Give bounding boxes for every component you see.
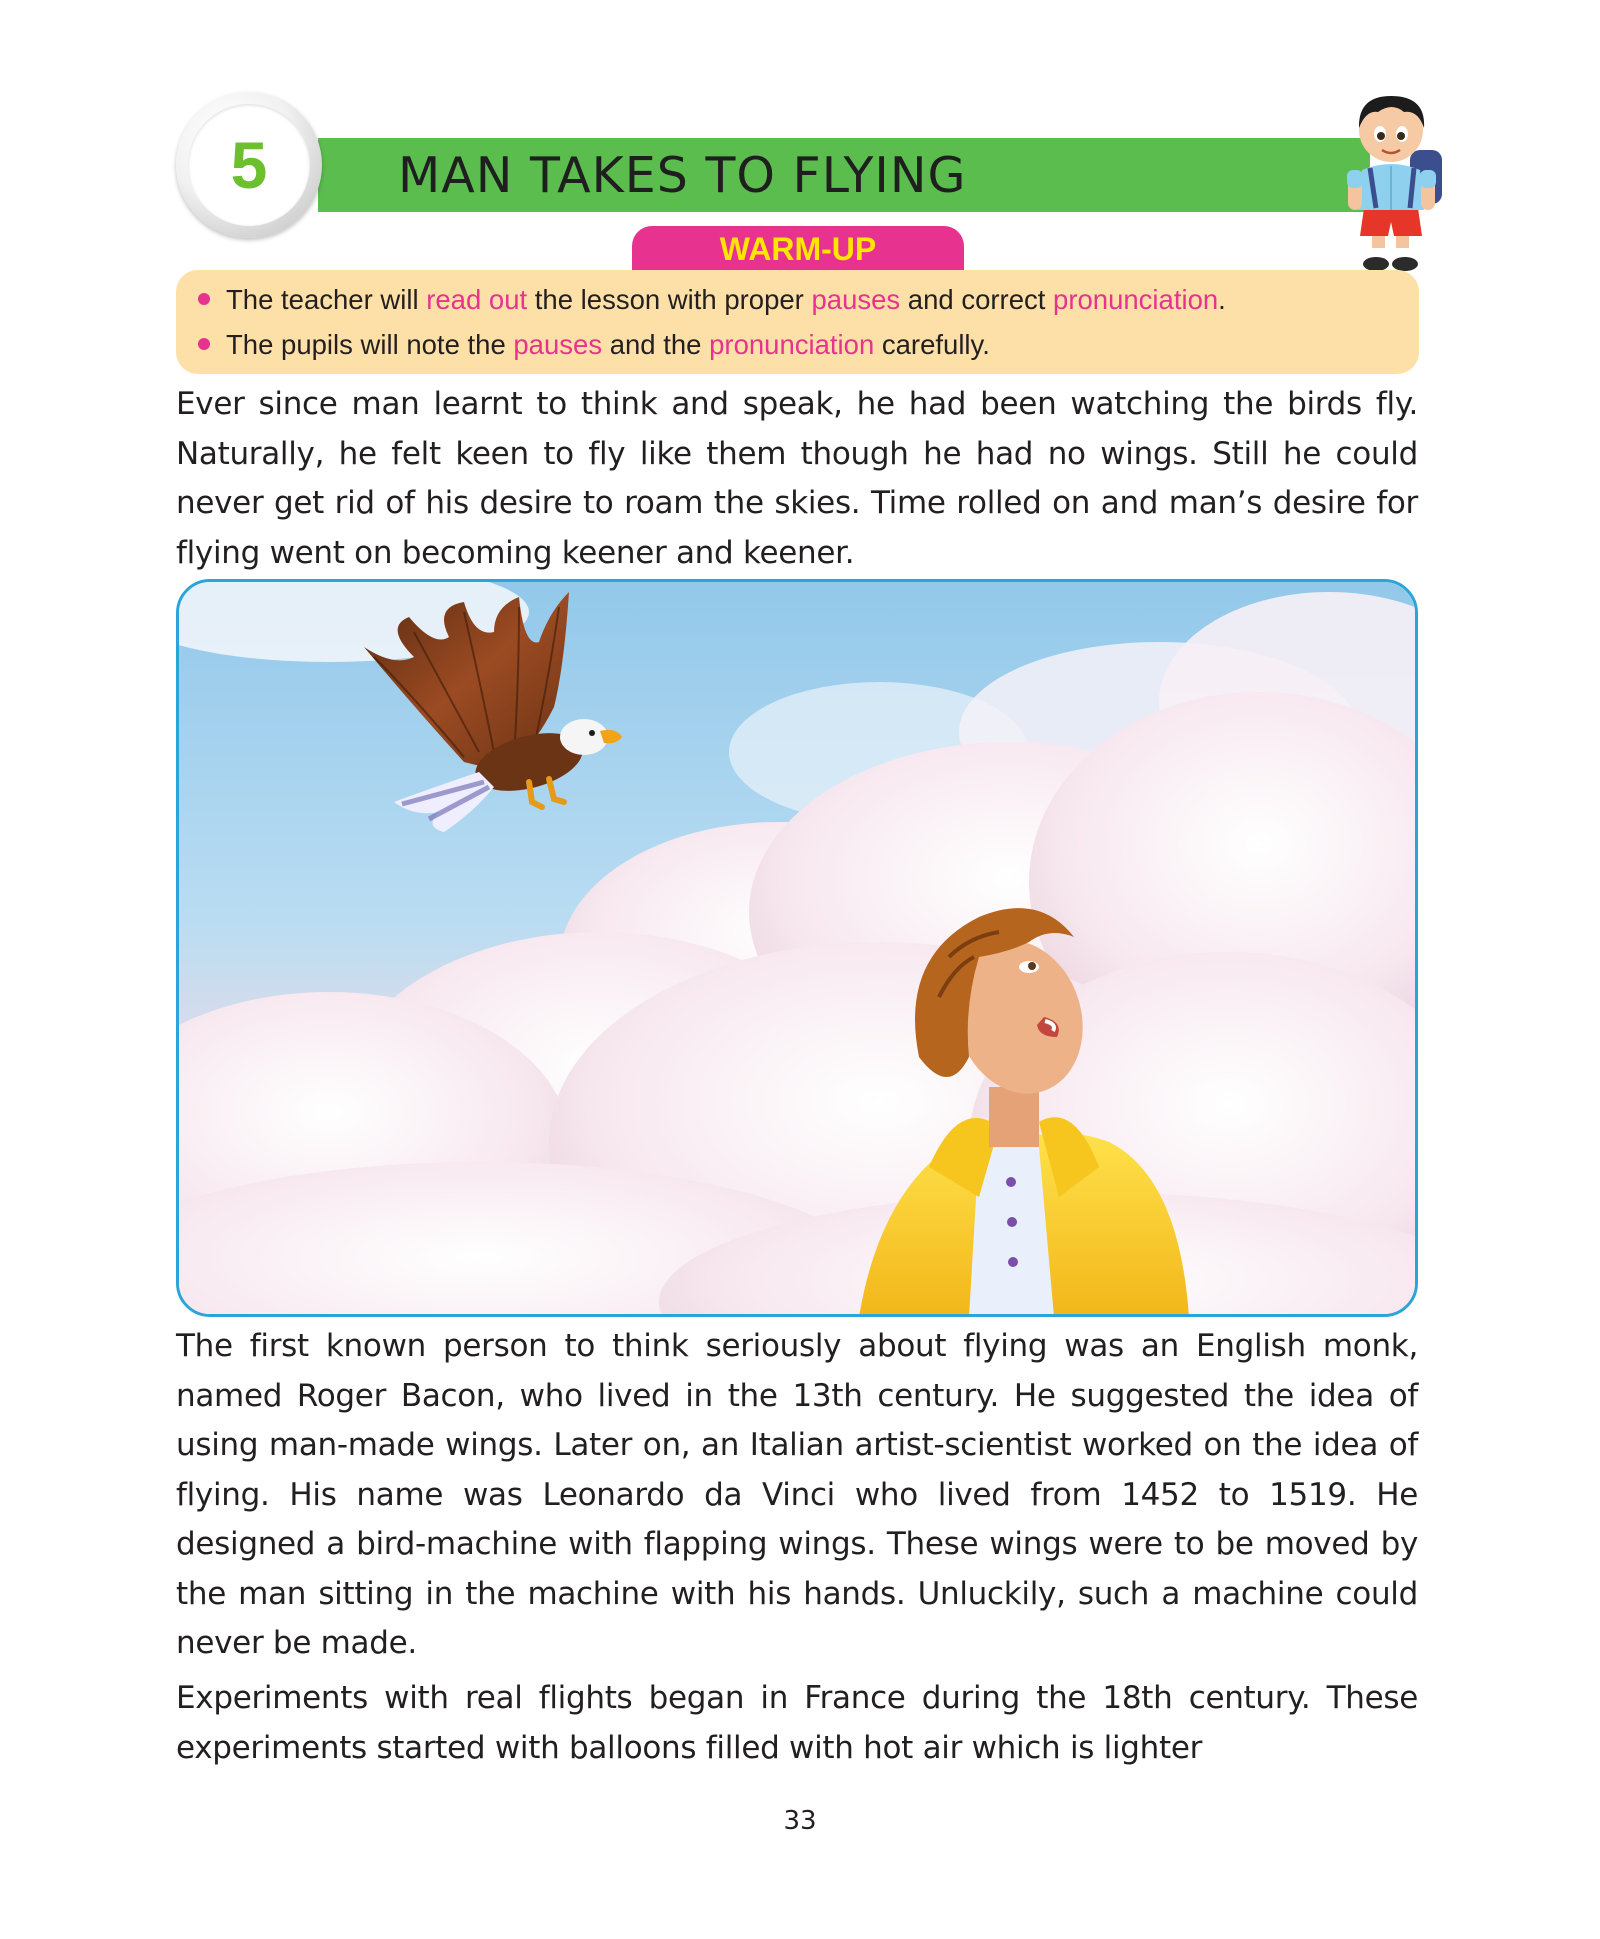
page-number: 33 (783, 1806, 817, 1836)
warm-up-text: and the (602, 329, 710, 360)
paragraph-3: Experiments with real flights began in France during the 18th century. These experiments started with balloons filled with hot air which is lighter (176, 1680, 1418, 1766)
warm-up-text: the lesson with proper (527, 284, 812, 315)
warm-up-text: carefully. (874, 329, 990, 360)
highlighted-word: read out (426, 284, 528, 315)
sky-scene (179, 582, 1415, 1314)
chapter-number: 5 (230, 128, 268, 202)
highlighted-word: pauses (513, 329, 603, 360)
highlighted-word: pronunciation (709, 329, 875, 360)
warm-up-box (176, 270, 1419, 374)
warm-up-text: The teacher will (226, 284, 427, 315)
warm-up-text: and correct (900, 284, 1054, 315)
paragraph-2: The first known person to think seriously about flying was an English monk, named Roger Bacon, who lived in the 13th century. He suggested the idea of using man-made wings. Later on, an Italian artist-scientist worked on the idea of flying. His name was Leonardo da Vinci who lived from 1452 to 1519. He designed a bird-machine with flapping wings. These wings were to be moved by the man sitting in the machine with his hands. Unluckily, such a machine could never be made. (176, 1328, 1418, 1661)
paragraph-1: Ever since man learnt to think and speak, he had been watching the birds fly. Naturally, he felt keen to fly like them though he had no wings. Still he could never get rid of his desire to roam the skies. Time rolled on and man’s desire for flying went on becoming keener and keener. (176, 386, 1418, 571)
warm-up-label: WARM-UP (719, 231, 877, 267)
chapter-number-badge-inner (188, 104, 310, 226)
highlighted-word: pauses (811, 284, 901, 315)
bullet-dot-icon (198, 293, 210, 305)
chapter-title: MAN TAKES TO FLYING (398, 147, 967, 204)
warm-up-item (198, 280, 1226, 320)
warm-up-item (198, 325, 990, 365)
schoolboy-mascot-illustration (1334, 88, 1454, 276)
bullet-dot-icon (198, 338, 210, 350)
chapter-number-badge (176, 92, 322, 238)
eagle-and-man-illustration (176, 579, 1418, 1317)
highlighted-word: pronunciation (1053, 284, 1219, 315)
warm-up-text: . (1218, 284, 1226, 315)
warm-up-text: The pupils will note the (226, 329, 514, 360)
warm-up-tab (632, 226, 964, 272)
